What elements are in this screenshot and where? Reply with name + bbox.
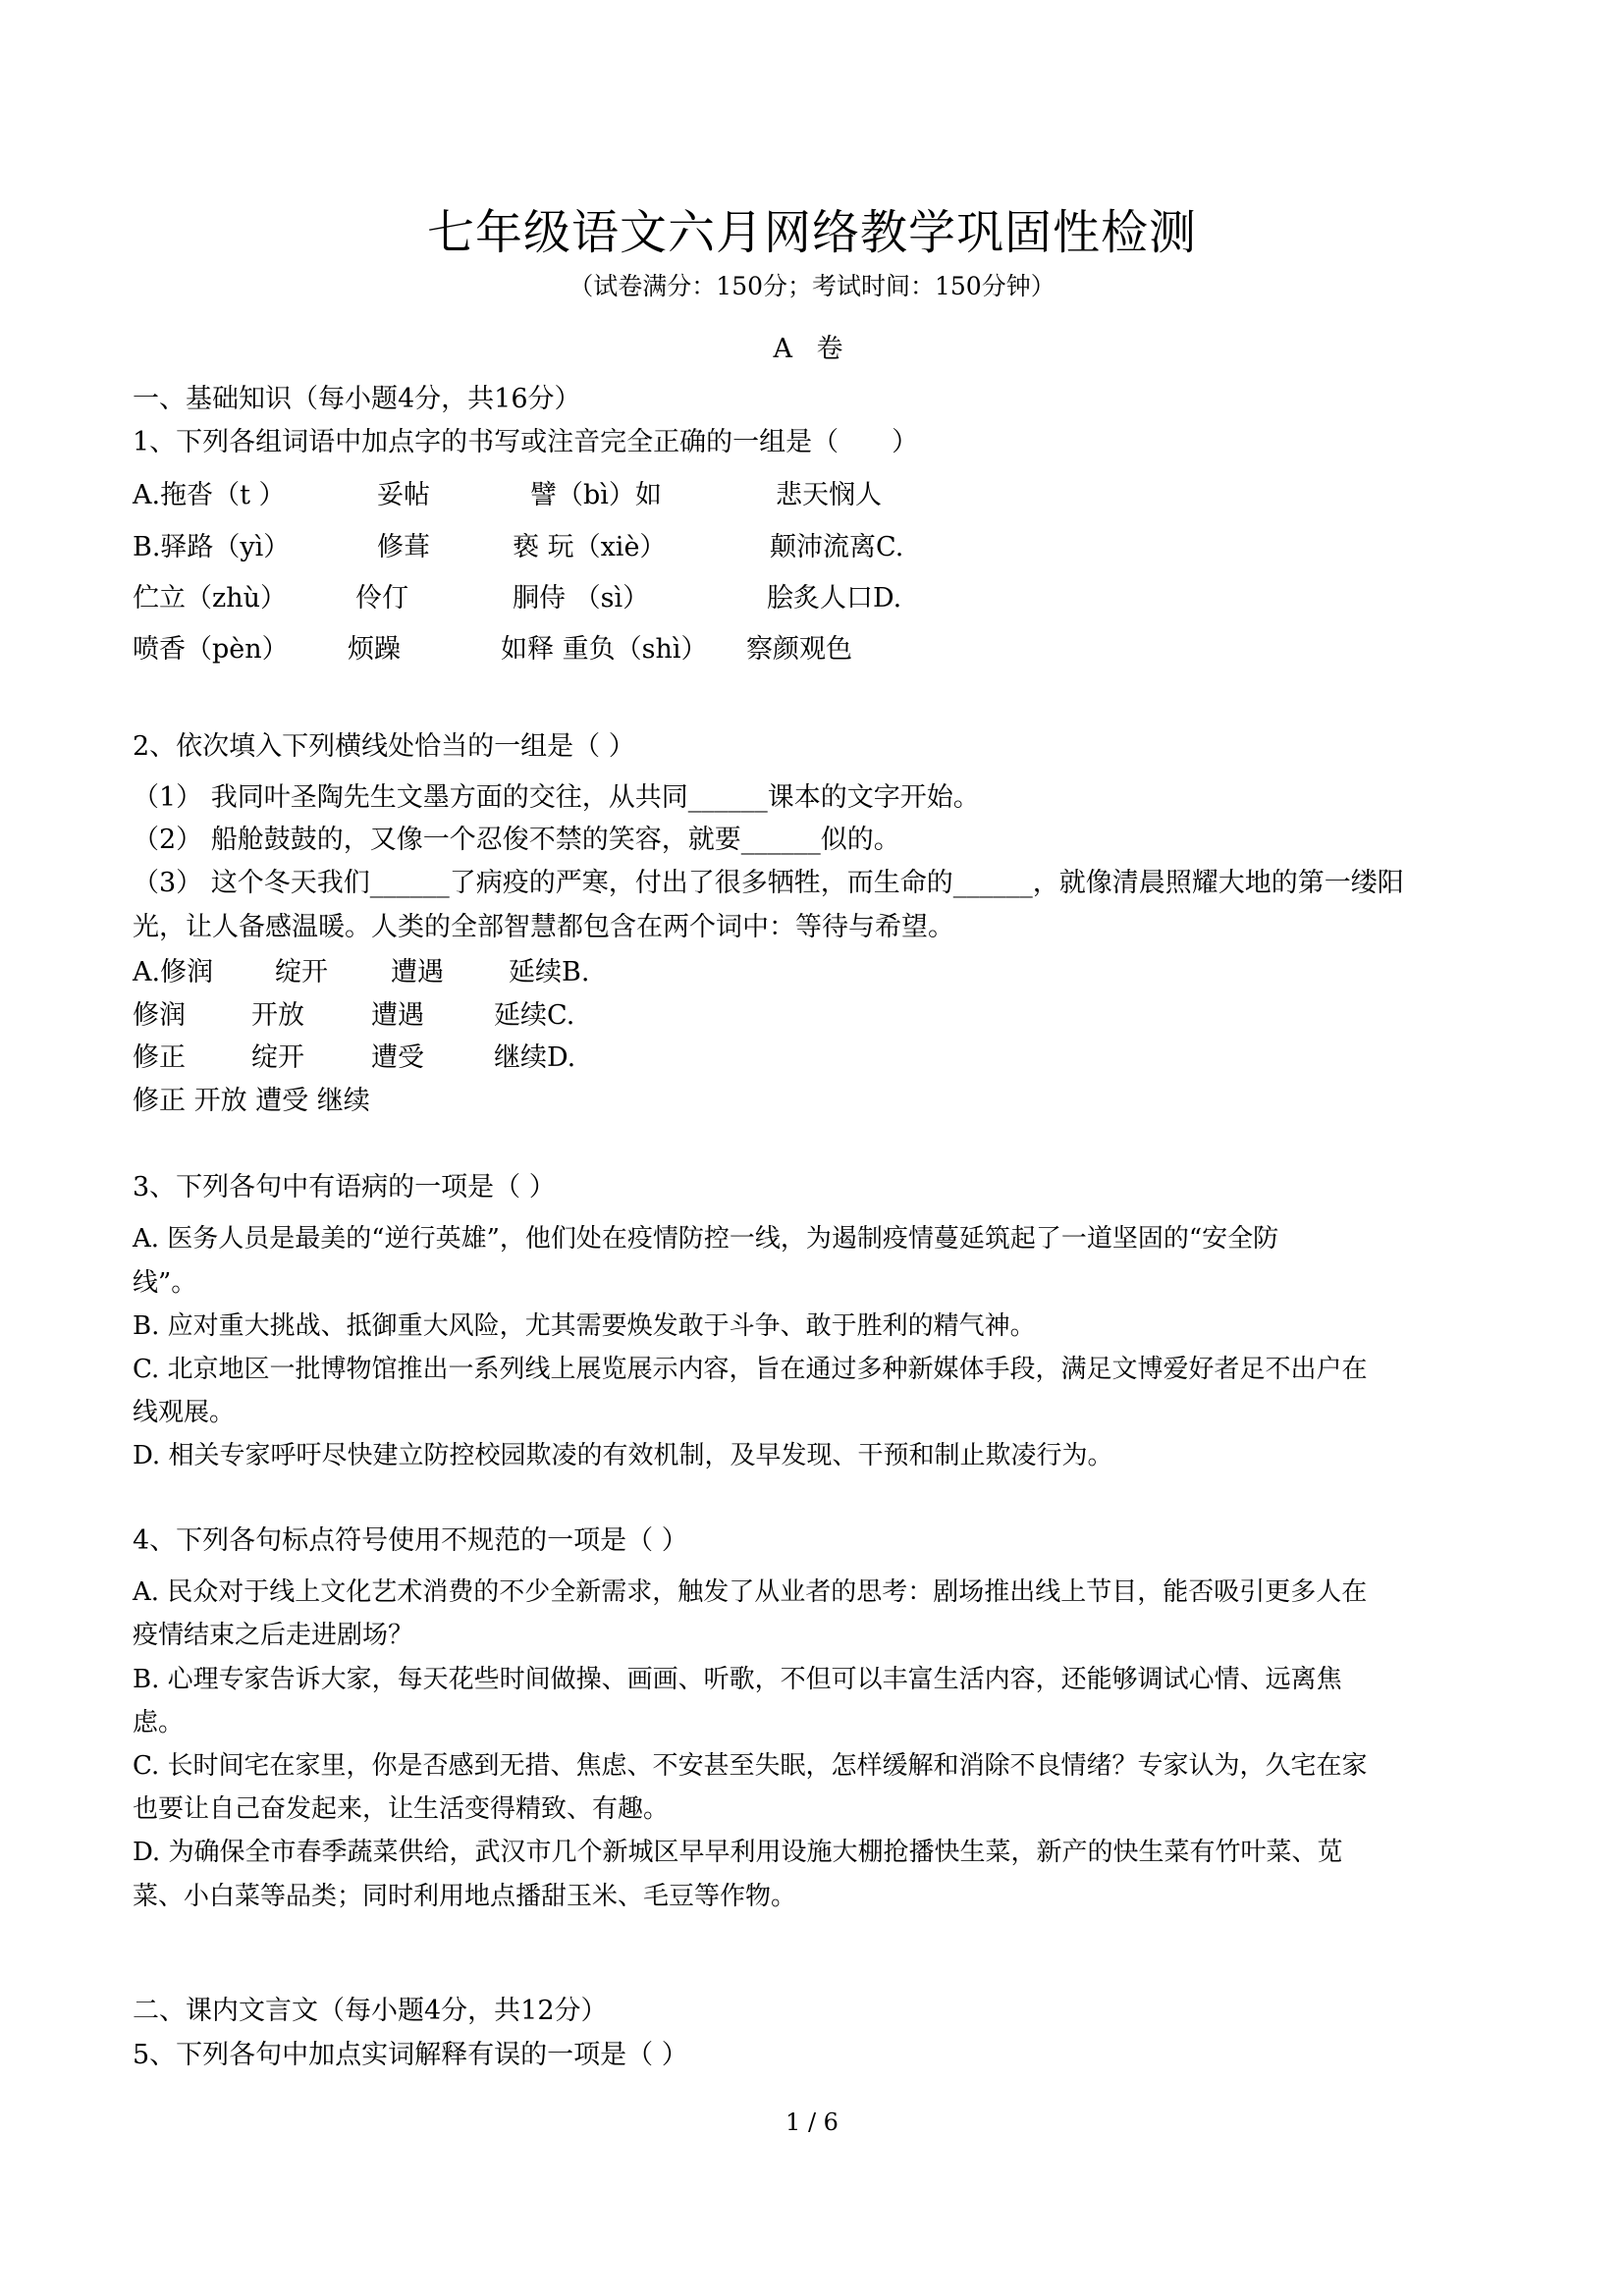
page-title: 七年级语文六月网络教学巩固性检测	[426, 205, 1197, 260]
q3-stem: 3、下列各句中有语病的一项是（ ）	[133, 1172, 556, 1202]
section-label: A 卷	[773, 334, 851, 364]
part1-heading: 一、基础知识（每小题4分，共16分）	[133, 384, 581, 414]
q2-opt-b-4: 延续C.	[494, 1000, 575, 1031]
q4-option-c-cont: 也要让自己奋发起来，让生活变得精致、有趣。	[133, 1794, 670, 1824]
q2-sentence-1: （1） 我同叶圣陶先生文墨方面的交往，从共同______课本的文字开始。	[133, 782, 980, 813]
q4-option-d: D. 为确保全市春季蔬菜供给，武汉市几个新城区早早利用设施大棚抢播快生菜，新产的快生菜有竹叶菜、苋	[133, 1838, 1343, 1867]
q2-sentence-3-cont: 光，让人备感温暖。人类的全部智慧都包含在两个词中：等待与希望。	[133, 912, 954, 942]
q3-option-a-cont: 线”。	[133, 1268, 197, 1298]
q3-option-c-cont: 线观展。	[133, 1398, 236, 1427]
q2-opt-a-3: 遭遇	[391, 957, 444, 988]
q2-opt-c-1: 修正	[133, 1042, 186, 1073]
q5-stem: 5、下列各句中加点实词解释有误的一项是（ ）	[133, 2040, 688, 2070]
q3-option-b: B. 应对重大挑战、抵御重大风险，尤其需要焕发敢于斗争、敢于胜利的精气神。	[133, 1311, 1036, 1341]
q4-option-c: C. 长时间宅在家里，你是否感到无措、焦虑、不安甚至失眠，怎样缓解和消除不良情绪？专家认为，久宅在家	[133, 1751, 1368, 1781]
exam-info: （试卷满分：150分；考试时间：150分钟）	[568, 272, 1056, 300]
q1-a-w2: 妥帖	[377, 480, 430, 510]
q1-b-w1: B.驿路（yì）	[133, 532, 291, 562]
q4-option-d-cont: 菜、小白菜等品类；同时利用地点播甜玉米、毛豆等作物。	[133, 1882, 797, 1911]
q2-stem: 2、依次填入下列横线处恰当的一组是（ ）	[133, 731, 635, 762]
q2-opt-c-2: 绽开	[251, 1042, 304, 1073]
q1-a-w4: 悲天悯人	[776, 480, 882, 510]
q2-opt-a-4: 延续B.	[509, 957, 590, 988]
q2-opt-c-4: 继续D.	[494, 1042, 576, 1073]
q2-opt-b-1: 修润	[133, 1000, 186, 1031]
q1-d-w4: 察颜观色	[746, 634, 852, 665]
q1-a-w1: A.拖沓（t ）	[133, 480, 286, 510]
q3-option-c: C. 北京地区一批博物馆推出一系列线上展览展示内容，旨在通过多种新媒体手段，满足文博爱好者足不出户在	[133, 1355, 1368, 1384]
q2-sentence-3: （3） 这个冬天我们______了病疫的严寒，付出了很多牺牲，而生命的______，就像清晨照耀大地的第一缕阳	[133, 868, 1404, 898]
q1-d-w1: 喷香（pèn）	[133, 634, 289, 665]
q1-stem: 1、下列各组词语中加点字的书写或注音完全正确的一组是（ ）	[133, 427, 919, 457]
q1-c-w4: 脍炙人口D.	[767, 583, 902, 614]
q1-c-w2: 伶仃	[355, 583, 408, 614]
part2-heading: 二、课内文言文（每小题4分，共12分）	[133, 1996, 608, 2026]
q4-stem: 4、下列各句标点符号使用不规范的一项是（ ）	[133, 1525, 688, 1556]
q3-option-d: D. 相关专家呼吁尽快建立防控校园欺凌的有效机制，及早发现、干预和制止欺凌行为。	[133, 1441, 1113, 1470]
q2-sentence-2: （2） 船舱鼓鼓的，又像一个忍俊不禁的笑容，就要______似的。	[133, 825, 900, 855]
q1-a-w3: 譬（bì）如	[530, 480, 662, 510]
q4-option-a-cont: 疫情结束之后走进剧场？	[133, 1621, 414, 1650]
q1-d-w3: 如释 重负（shì）	[501, 634, 708, 665]
q2-opt-a-1: A.修润	[133, 957, 214, 988]
q4-option-b: B. 心理专家告诉大家，每天花些时间做操、画画、听歌，不但可以丰富生活内容，还能够调试心情、远离焦	[133, 1665, 1342, 1694]
q2-opt-b-2: 开放	[251, 1000, 304, 1031]
q1-b-w2: 修葺	[377, 532, 430, 562]
q1-d-w2: 烦躁	[348, 634, 401, 665]
q4-option-a: A. 民众对于线上文化艺术消费的不少全新需求，触发了从业者的思考：剧场推出线上节目，能否吸引更多人在	[133, 1577, 1368, 1607]
q3-option-a: A. 医务人员是最美的“逆行英雄”，他们处在疫情防控一线，为遏制疫情蔓延筑起了一道坚固的“安全防	[133, 1224, 1279, 1254]
page-number: 1 / 6	[785, 2109, 839, 2136]
q2-opt-c-3: 遭受	[371, 1042, 424, 1073]
q2-opt-a-2: 绽开	[275, 957, 328, 988]
q4-option-b-cont: 虑。	[133, 1708, 185, 1737]
q2-opt-b-3: 遭遇	[371, 1000, 424, 1031]
q1-b-w4: 颠沛流离C.	[770, 532, 904, 562]
q1-b-w3: 亵 玩（xiè）	[513, 532, 667, 562]
q1-c-w1: 伫立（zhù）	[133, 583, 288, 614]
q2-opt-d: 修正 开放 遭受 继续	[133, 1086, 370, 1116]
q1-c-w3: 胴侍 （sì）	[513, 583, 650, 614]
